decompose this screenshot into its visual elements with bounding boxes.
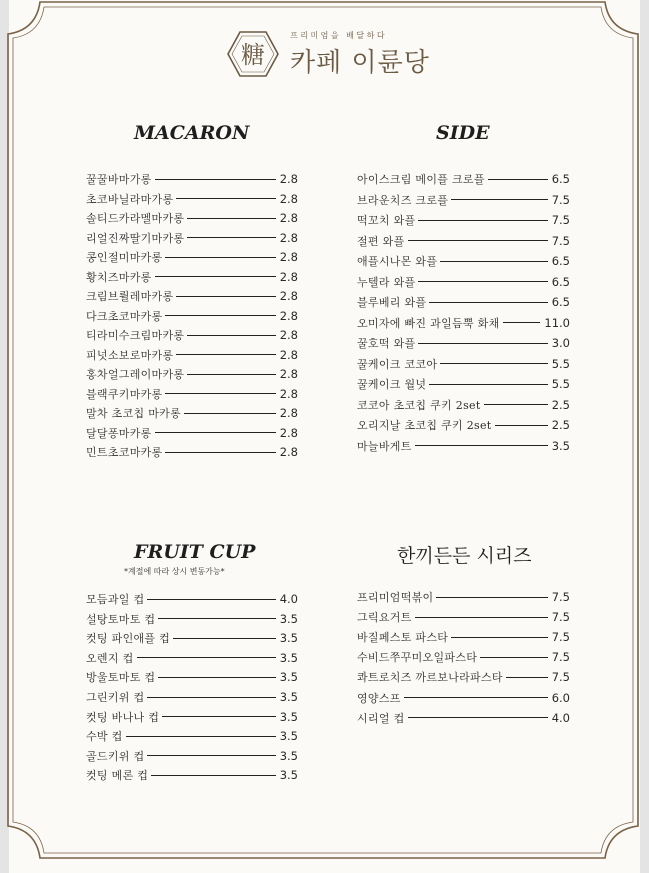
leader-line [158, 677, 275, 678]
menu-item-price: 2.8 [279, 328, 298, 342]
menu-item-price: 2.5 [551, 397, 570, 412]
menu-item-name: 크림브륄레마카롱 [86, 290, 174, 303]
menu-item-price: 6.5 [551, 172, 570, 186]
menu-item-price: 7.5 [551, 213, 570, 227]
menu-item-price: 6.5 [551, 295, 570, 309]
menu-item [357, 397, 570, 413]
menu-item [86, 444, 298, 460]
menu-item [357, 335, 570, 351]
menu-item [357, 417, 570, 433]
menu-item-name: 황치즈마카롱 [86, 270, 152, 284]
menu-item-price: 2.8 [279, 191, 298, 206]
leader-line [162, 716, 276, 717]
menu-item-price: 3.5 [279, 729, 298, 744]
menu-item-name: 홍차얼그레이마카롱 [86, 368, 185, 381]
menu-item-price: 4.0 [279, 592, 298, 606]
menu-item [86, 210, 298, 226]
menu-item-price: 3.5 [551, 438, 570, 453]
menu-item-name: 모듬과일 컵 [86, 593, 145, 606]
menu-item-price: 3.5 [279, 748, 298, 763]
leader-line [158, 618, 275, 619]
menu-item [86, 230, 298, 246]
menu-item-price: 6.0 [551, 690, 570, 705]
menu-item-name: 애플시나몬 와플 [357, 255, 438, 268]
leader-line [147, 697, 275, 698]
menu-item [86, 327, 298, 343]
menu-item [86, 748, 298, 764]
leader-line [418, 220, 547, 221]
series-title: 한끼든든 시리즈 [397, 545, 532, 567]
menu-item-name: 티라미수크림마카롱 [86, 329, 185, 342]
menu-item-name: 말차 초코칩 마카롱 [86, 407, 182, 420]
menu-item-name: 꿀호떡 와플 [357, 337, 416, 350]
menu-item [357, 629, 570, 645]
menu-item [86, 269, 298, 285]
leader-line [126, 736, 276, 737]
menu-item [357, 233, 570, 249]
menu-item-name: 콩인절미마카롱 [86, 251, 163, 264]
leader-line [165, 315, 275, 316]
menu-item-name: 코코아 초코칩 쿠키 2set [357, 398, 481, 412]
menu-item [357, 294, 570, 310]
menu-item-name: 초코바닐라마가롱 [86, 192, 174, 206]
menu-item-name: 오렌지 컵 [86, 651, 134, 665]
menu-item-name: 꿀케이크 코코아 [357, 357, 438, 371]
menu-item [86, 249, 298, 265]
logo-glyph: 糖 [241, 41, 265, 69]
menu-item-name: 시리얼 컵 [357, 711, 405, 725]
leader-line [187, 218, 275, 219]
leader-line [451, 637, 547, 638]
menu-item-name: 오리지날 초코칩 쿠키 2set [357, 419, 492, 432]
cafe-header [226, 30, 466, 80]
leader-line [415, 617, 548, 618]
menu-item [86, 611, 298, 627]
menu-item-price: 2.8 [279, 347, 298, 362]
leader-line [480, 657, 548, 658]
leader-line [418, 281, 547, 282]
menu-item [357, 192, 570, 208]
leader-line [165, 257, 275, 258]
menu-item [86, 425, 298, 441]
leader-line [155, 179, 276, 180]
menu-item-price: 2.8 [279, 386, 298, 401]
menu-item-price: 3.5 [279, 768, 298, 783]
leader-line [176, 296, 275, 297]
menu-item-price: 2.5 [551, 418, 570, 432]
menu-item [86, 288, 298, 304]
menu-item [357, 212, 570, 228]
menu-item-name: 리얼진짜딸기마카롱 [86, 231, 185, 245]
menu-item-price: 3.5 [279, 709, 298, 724]
leader-line [451, 199, 547, 200]
leader-line [495, 425, 548, 426]
menu-item-price: 11.0 [544, 315, 570, 330]
menu-item-name: 민트초코마카롱 [86, 446, 163, 459]
menu-item [357, 315, 570, 331]
menu-item-name: 누텔라 와플 [357, 275, 416, 289]
menu-item-name: 꿀케이크 월넛 [357, 378, 427, 391]
menu-item [357, 589, 570, 605]
menu-item-price: 2.8 [279, 425, 298, 440]
menu-item-price: 2.8 [279, 269, 298, 284]
menu-item [86, 767, 298, 783]
menu-item-name: 방울토마토 컵 [86, 671, 156, 685]
menu-item [86, 650, 298, 666]
leader-line [429, 302, 547, 303]
menu-item [86, 591, 298, 607]
leader-line [165, 393, 275, 394]
menu-item-name: 설탕토마토 컵 [86, 612, 156, 626]
menu-item-price: 3.5 [279, 670, 298, 685]
menu-item-name: 떡꼬치 와플 [357, 214, 416, 227]
menu-item-price: 5.5 [551, 356, 570, 371]
cafe-name: 카페 이륜당 [290, 48, 430, 78]
leader-line [155, 432, 276, 433]
tagline: 프리미엄을 배달하다 [290, 31, 388, 40]
menu-item-price: 3.0 [551, 336, 570, 350]
menu-item [86, 366, 298, 382]
menu-item-name: 블루베리 와플 [357, 296, 427, 309]
menu-item-name: 피넛소보로마카롱 [86, 348, 174, 362]
macaron-title: MACARON [134, 122, 250, 144]
menu-item [86, 669, 298, 685]
menu-item [86, 191, 298, 207]
menu-item-name: 마늘바게트 [357, 439, 412, 453]
menu-item-name: 블랙쿠키마카롱 [86, 387, 163, 401]
leader-line [187, 335, 275, 336]
leader-line [173, 638, 276, 639]
menu-item-name: 브라운치즈 크로플 [357, 193, 449, 207]
menu-item-price: 2.8 [279, 230, 298, 245]
menu-item [357, 438, 570, 454]
menu-item [357, 171, 570, 187]
menu-item-price: 7.5 [551, 650, 570, 665]
menu-item-price: 4.0 [551, 710, 570, 725]
menu-item-price: 7.5 [551, 670, 570, 685]
menu-item-price: 2.8 [279, 406, 298, 420]
menu-item [86, 689, 298, 705]
menu-item [86, 405, 298, 421]
menu-item [357, 669, 570, 685]
menu-item-name: 컷팅 메론 컵 [86, 769, 149, 783]
menu-item-name: 꿀꿀바마가롱 [86, 173, 152, 186]
menu-item [357, 649, 570, 665]
menu-item-price: 2.8 [279, 172, 298, 186]
menu-item-name: 영양스프 [357, 691, 401, 705]
menu-item-price: 3.5 [279, 611, 298, 626]
menu-item-price: 2.8 [279, 211, 298, 225]
menu-item-name: 솔티드카라멜마카롱 [86, 212, 185, 225]
menu-item [86, 347, 298, 363]
menu-item-price: 7.5 [551, 610, 570, 625]
leader-line [415, 445, 548, 446]
menu-item-price: 7.5 [551, 630, 570, 645]
leader-line [408, 717, 548, 718]
leader-line [187, 374, 275, 375]
menu-item-name: 수비드쭈꾸미오일파스타 [357, 651, 478, 665]
menu-item-price: 2.8 [279, 308, 298, 323]
menu-item [86, 728, 298, 744]
menu-item [86, 630, 298, 646]
leader-line [418, 343, 547, 344]
leader-line [440, 261, 547, 262]
menu-item-price: 3.5 [279, 631, 298, 646]
leader-line [429, 384, 547, 385]
leader-line [165, 452, 275, 453]
menu-item-price: 2.8 [279, 367, 298, 381]
menu-item [357, 253, 570, 269]
leader-line [503, 322, 541, 323]
leader-line [488, 179, 548, 180]
menu-item-name: 수박 컵 [86, 730, 123, 744]
leader-line [184, 413, 276, 414]
menu-item-price: 6.5 [551, 274, 570, 289]
menu-item-price: 7.5 [551, 233, 570, 248]
fruit-cup-note: *계절에 따라 상시 변동가능* [124, 567, 225, 576]
menu-item-price: 6.5 [551, 254, 570, 268]
side-title: SIDE [436, 122, 490, 144]
menu-item-name: 절편 와플 [357, 234, 405, 248]
leader-line [151, 775, 275, 776]
menu-item [86, 386, 298, 402]
menu-item-name: 달달퐁마카롱 [86, 426, 152, 440]
menu-item [86, 171, 298, 187]
leader-line [404, 697, 548, 698]
menu-item [357, 710, 570, 726]
menu-item-name: 컷팅 파인애플 컵 [86, 632, 171, 646]
leader-line [147, 755, 275, 756]
menu-item-name: 컷팅 바나나 컵 [86, 710, 160, 724]
menu-item-price: 2.8 [279, 289, 298, 303]
menu-item-name: 그린키위 컵 [86, 691, 145, 704]
menu-item-price: 7.5 [551, 192, 570, 207]
leader-line [187, 237, 275, 238]
leader-line [436, 597, 547, 598]
menu-item-price: 2.8 [279, 445, 298, 459]
menu-item-name: 골드키위 컵 [86, 749, 145, 763]
menu-item-name: 오미자에 빠진 과일듬뿍 화채 [357, 316, 500, 330]
leader-line [176, 198, 275, 199]
menu-item [357, 609, 570, 625]
menu-item [86, 308, 298, 324]
leader-line [155, 276, 276, 277]
leader-line [176, 354, 275, 355]
menu-item-name: 그릭요거트 [357, 611, 412, 625]
leader-line [484, 404, 548, 405]
menu-item-price: 3.5 [279, 690, 298, 704]
menu-item [86, 709, 298, 725]
leader-line [137, 657, 276, 658]
menu-item-price: 3.5 [279, 650, 298, 665]
menu-item [357, 356, 570, 372]
menu-item-name: 콰트로치즈 까르보나라파스타 [357, 671, 503, 685]
leader-line [440, 363, 547, 364]
menu-item [357, 274, 570, 290]
leader-line [408, 240, 548, 241]
menu-item-name: 다크초코마카롱 [86, 309, 163, 323]
cafe-logo-icon [226, 30, 280, 78]
menu-item-name: 바질페스토 파스타 [357, 631, 449, 645]
menu-item-price: 7.5 [551, 590, 570, 604]
leader-line [147, 599, 275, 600]
fruit-cup-title: FRUIT CUP [134, 541, 256, 563]
menu-item-price: 5.5 [551, 377, 570, 391]
menu-item-name: 프리미엄떡볶이 [357, 591, 434, 604]
menu-item-name: 아이스크림 메이플 크로플 [357, 173, 485, 186]
menu-item [357, 690, 570, 706]
menu-item [357, 376, 570, 392]
menu-item-price: 2.8 [279, 250, 298, 264]
leader-line [506, 677, 548, 678]
